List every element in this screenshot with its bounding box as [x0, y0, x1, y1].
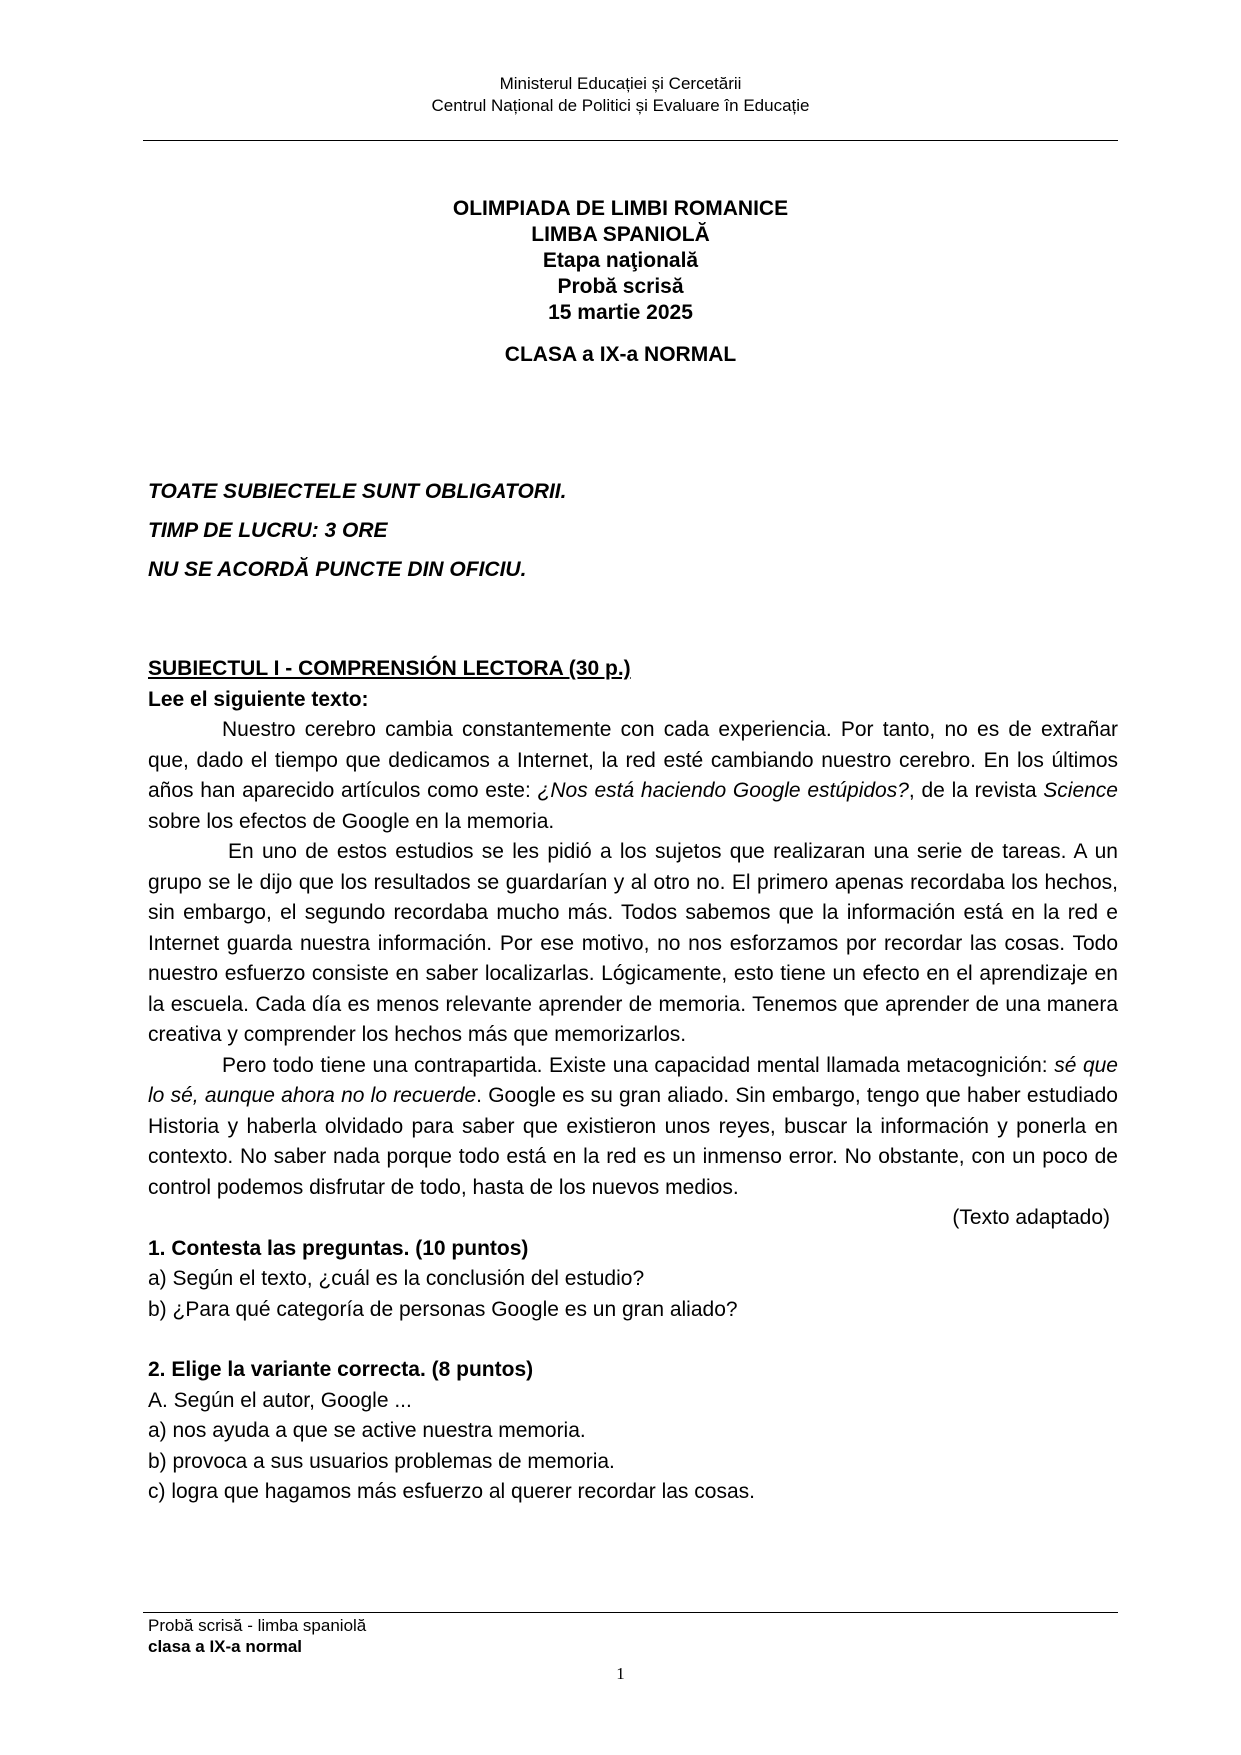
exam-type: Probă scrisă: [557, 275, 684, 298]
rule-time: TIMP DE LUCRU: 3 ORE: [148, 519, 388, 542]
text-source: (Texto adaptado): [952, 1206, 1110, 1229]
header-divider: [143, 140, 1118, 141]
metacognition-quote: sé que lo sé, aunque ahora no lo recuerde: [148, 1053, 1118, 1107]
language-title: LIMBA SPANIOLĂ: [531, 223, 710, 246]
page-footer: [148, 1615, 366, 1657]
option-c: c) logra que hagamos más esfuerzo al querer recordar las cosas.: [148, 1480, 755, 1503]
page-number: 1: [616, 1664, 625, 1683]
option-a: a) nos ayuda a que se active nuestra memoria.: [148, 1419, 586, 1442]
class-level: CLASA a IX-a NORMAL: [504, 343, 737, 366]
spacer: [148, 1325, 1118, 1355]
text-paragraph-2: En uno de estos estudios se les pidió a los sujetos que realizaran una serie de tareas. A un grupo se le dijo que los resultados se guardarían y al otro no. El primero apenas recordaba los hechos, sin embargo, el segundo recordaba mucho más. Todos sabemos que la información está en la red e Internet guarda nuestra información. Por ese motivo, no nos esforzamos por recordar las cosas. Todo nuestro esfuerzo consiste en saber localizarlas. Lógicamente, esto tiene un efecto en el aprendizaje en la escuela. Cada día es menos relevante aprender de memoria. Tenemos que aprender de una manera creativa y comprender los hechos más que memorizarlos.: [148, 840, 1118, 1046]
question-1-title: 1. Contesta las preguntas. (10 puntos): [148, 1236, 529, 1260]
stage-title: Etapa naţională: [542, 249, 699, 272]
question-1a: a) Según el texto, ¿cuál es la conclusión del estudio?: [148, 1267, 645, 1290]
rule-mandatory: TOATE SUBIECTELE SUNT OBLIGATORII.: [148, 480, 567, 503]
article-title: ¿Nos está haciendo Google estúpidos?: [537, 779, 909, 802]
question-1b: b) ¿Para qué categoría de personas Google es un gran aliado?: [148, 1297, 738, 1321]
magazine-name: Science: [1043, 779, 1118, 802]
exam-body: [148, 654, 1118, 1508]
footer-exam: Probă scrisă - limba spaniolă: [148, 1616, 367, 1635]
ministry-name: Ministerul Educației și Cercetării: [499, 74, 742, 93]
rule-points: NU SE ACORDĂ PUNCTE DIN OFICIU.: [148, 558, 527, 581]
reading-instruction: Lee el siguiente texto:: [148, 687, 369, 711]
exam-title-block: [0, 196, 1241, 368]
footer-divider: [143, 1612, 1118, 1613]
exam-rules: [148, 472, 566, 589]
text-paragraph-1: Nuestro cerebro cambia constantemente con cada experiencia. Por tanto, no es de extrañar que, dado el tiempo que dedicamos a Internet, la red esté cambiando nuestro cerebro. En los últimos años han aparecido artículos como este: ¿Nos está haciendo Google estúpidos?, de la revista Science sobre los efectos de Google en la memoria.: [148, 718, 1118, 833]
olympiad-title: OLIMPIADA DE LIMBI ROMANICE: [452, 197, 789, 220]
footer-class: clasa a IX-a normal: [148, 1637, 303, 1656]
text-paragraph-3: Pero todo tiene una contrapartida. Existe una capacidad mental llamada metacognición: sé que lo sé, aunque ahora no lo recuerde. Google es su gran aliado. Sin embargo, tengo que haber estudiado Historia y haberla olvidado para saber que existieron unos reyes, buscar la información y ponerla en contexto. No saber nada porque todo está en la red es un inmenso error. No obstante, con un poco de control podemos disfrutar de todo, hasta de los nuevos medios.: [148, 1053, 1118, 1199]
option-b: b) provoca a sus usuarios problemas de memoria.: [148, 1449, 615, 1473]
center-name: Centrul Național de Politici și Evaluare în Educație: [431, 96, 810, 115]
question-2-stem: A. Según el autor, Google ...: [148, 1388, 412, 1412]
question-2-title: 2. Elige la variante correcta. (8 puntos): [148, 1358, 534, 1381]
subject-title: SUBIECTUL I - COMPRENSIÓN LECTORA (30 p.): [148, 657, 631, 680]
exam-date: 15 martie 2025: [548, 301, 693, 324]
page-header: [0, 73, 1241, 117]
